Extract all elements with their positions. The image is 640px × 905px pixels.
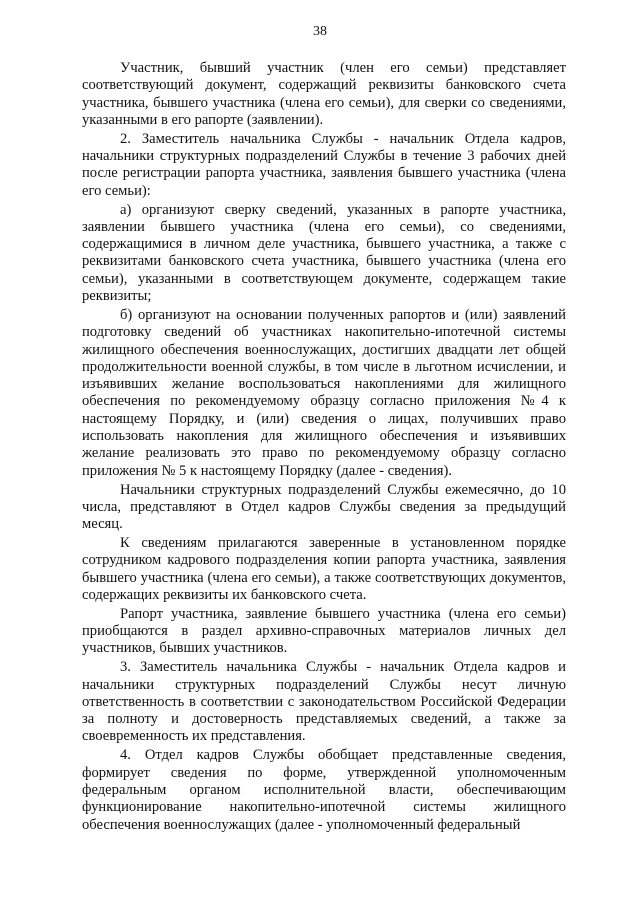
paragraph-5: Начальники структурных подразделений Службы ежемесячно, до 10 числа, представляют в Отдел кадров Службы сведения за предыдущий месяц.	[82, 481, 566, 533]
paragraph-6: К сведениям прилагаются заверенные в установленном порядке сотрудником кадрового подразделения копии рапорта участника, заявления бывшего участника (члена его семьи), а также соответствующих документов, содержащих реквизиты их банковского счета.	[82, 534, 566, 603]
paragraph-2: 2. Заместитель начальника Службы - начальник Отдела кадров, начальники структурных подразделений Службы в течение 3 рабочих дней после регистрации рапорта участника, заявления бывшего участника (члена его семьи):	[82, 130, 566, 199]
paragraph-4: б) организуют на основании полученных рапортов и (или) заявлений подготовку сведений об участниках накопительно-ипотечной системы жилищного обеспечения военнослужащих, достигших двадцати лет общей продолжительности военной службы, в том числе в льготном исчислении, и изъявивших желание воспользоваться накоплениями для жилищного обеспечения по рекомендуемому образцу согласно приложения №4 к настоящему Порядку, и (или) сведения о лицах, получивших право использовать накопления для жилищного обеспечения и изъявивших желание реализовать это право по рекомендуемому образцу согласно приложения № 5 к настоящему Порядку (далее - сведения).	[82, 306, 566, 479]
paragraph-7: Рапорт участника, заявление бывшего участника (члена его семьи) приобщаются в раздел архивно-справочных материалов личных дел участников, бывших участников.	[82, 605, 566, 657]
paragraph-9: 4. Отдел кадров Службы обобщает представленные сведения, формирует сведения по форме, утвержденной уполномоченным федеральным органом исполнительной власти, обеспечивающим функционирование накопительно-ипотечной системы жилищного обеспечения военнослужащих (далее - уполномоченный федеральный	[82, 747, 566, 833]
paragraph-3: а) организуют сверку сведений, указанных в рапорте участника, заявлении бывшего участника (члена его семьи), со сведениями, содержащимися в личном деле участника, бывшего участника, а также с реквизитами банковского счета участника, бывшего участника (члена его семьи), указанными в соответствующем документе, содержащем такие реквизиты;	[82, 201, 566, 305]
document-body	[82, 60, 566, 835]
paragraph-8: 3. Заместитель начальника Службы - начальник Отдела кадров и начальники структурных подразделений Службы несут личную ответственность в соответствии с законодательством Российской Федерации за полноту и достоверность представляемых сведений, а также за своевременность их представления.	[82, 659, 566, 745]
paragraph-1: Участник, бывший участник (член его семьи) представляет соответствующий документ, содержащий реквизиты банковского счета участника, бывшего участника (члена его семьи), для сверки со сведениями, указанными в его рапорте (заявлении).	[82, 60, 566, 128]
page-number: 38	[313, 24, 327, 39]
